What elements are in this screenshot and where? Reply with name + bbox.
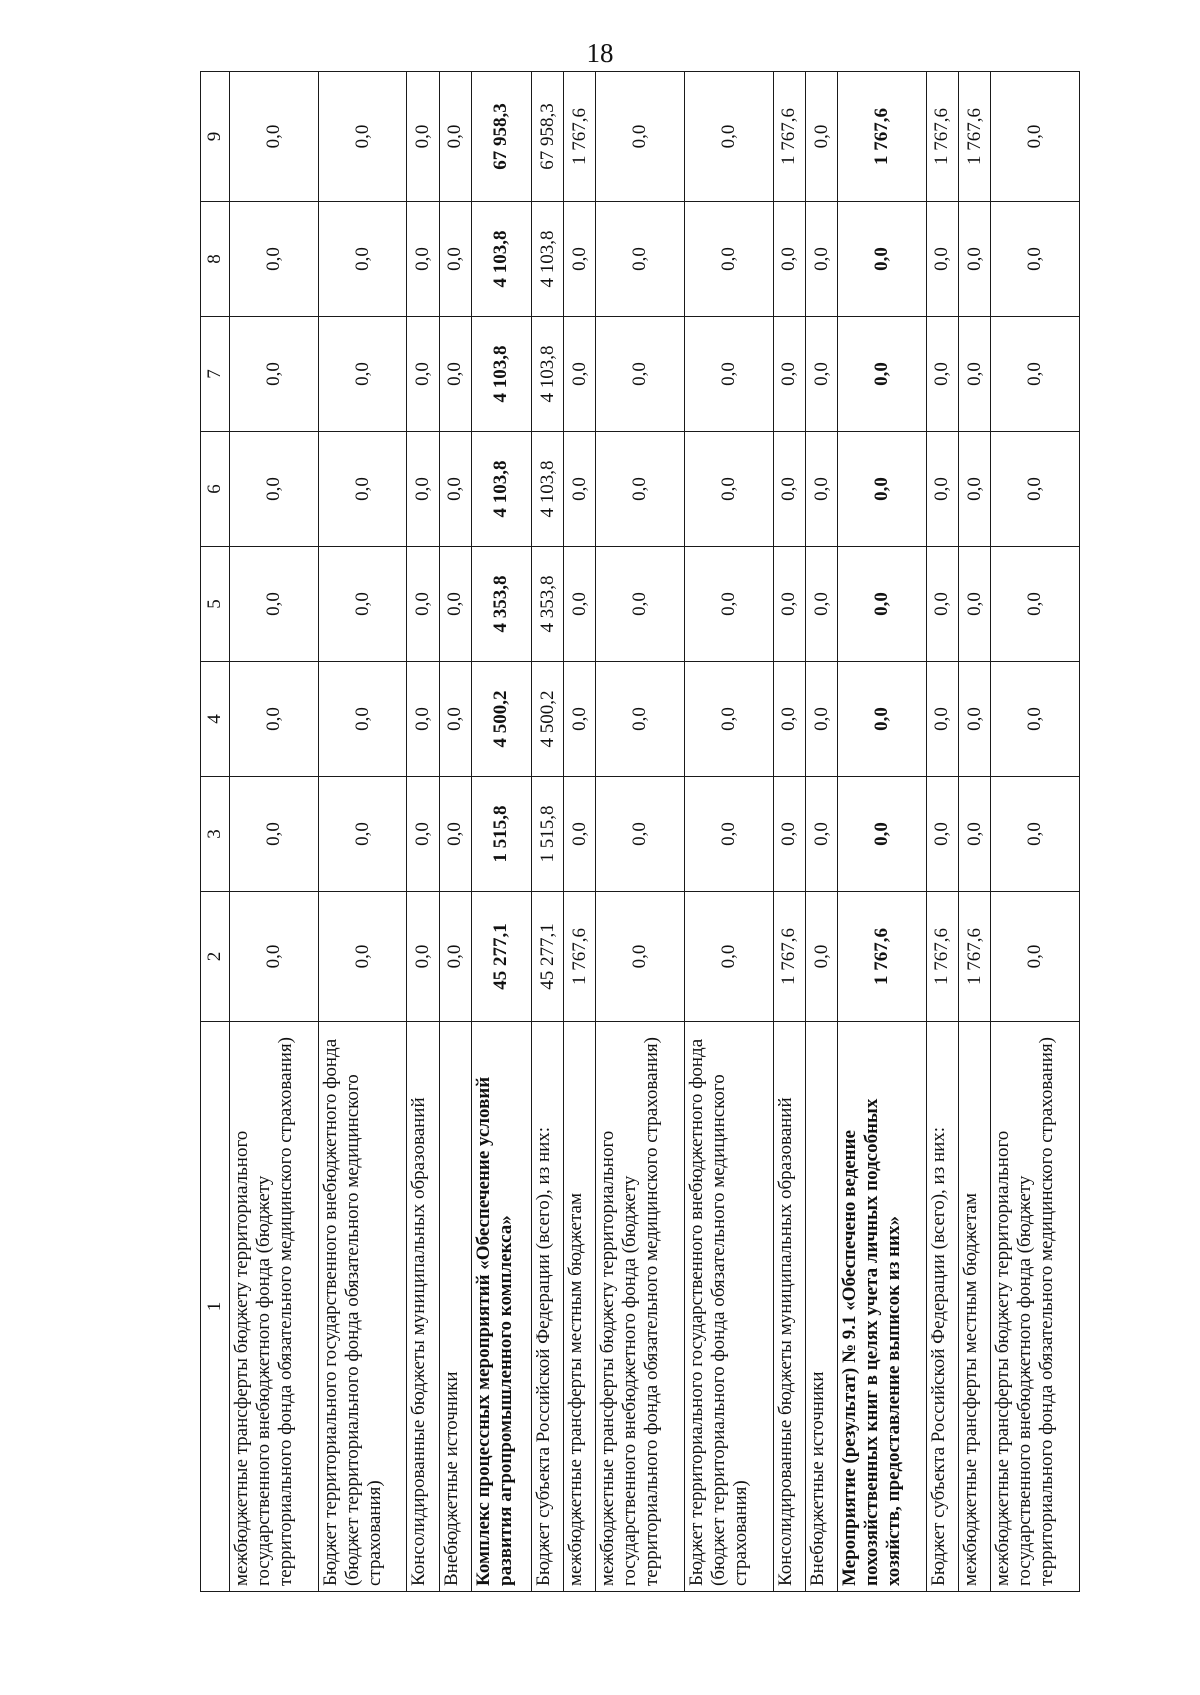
row-value: 0,0 (318, 432, 407, 547)
row-value: 0,0 (596, 662, 685, 777)
column-header: 4 (201, 662, 230, 777)
row-value: 0,0 (806, 432, 838, 547)
row-value: 0,0 (439, 892, 471, 1022)
row-value: 0,0 (407, 547, 439, 662)
row-value: 4 103,8 (532, 202, 564, 317)
row-value: 4 103,8 (471, 432, 531, 547)
column-header: 3 (201, 777, 230, 892)
row-value: 0,0 (773, 662, 805, 777)
row-label: межбюджетные трансферты бюджету территориального государственного внебюджетного фонда (бюджету территориального фонда обязательного медицинского страхования) (991, 1022, 1080, 1592)
row-value: 0,0 (926, 777, 958, 892)
row-label: Мероприятие (результат) № 9.1 «Обеспечено ведение похозяйственных книг в целях учета личных подсобных хозяйств, предоставление выписок из них» (838, 1022, 927, 1592)
row-label: Внебюджетные источники (439, 1022, 471, 1592)
row-value: 0,0 (596, 432, 685, 547)
row-value: 0,0 (685, 892, 774, 1022)
column-header: 5 (201, 547, 230, 662)
row-value: 0,0 (596, 777, 685, 892)
row-value: 0,0 (838, 547, 927, 662)
column-header: 8 (201, 202, 230, 317)
row-value: 0,0 (806, 317, 838, 432)
row-value: 0,0 (230, 317, 319, 432)
row-value: 0,0 (230, 202, 319, 317)
row-value: 0,0 (959, 202, 991, 317)
row-value: 0,0 (773, 202, 805, 317)
column-header: 9 (201, 72, 230, 202)
row-value: 1 767,6 (926, 892, 958, 1022)
row-value: 0,0 (407, 662, 439, 777)
table-row (230, 72, 319, 1592)
row-label: Бюджет территориального государственного внебюджетного фонда (бюджет территориального фонда обязательного медицинского страхования) (318, 1022, 407, 1592)
row-value: 45 277,1 (532, 892, 564, 1022)
row-value: 0,0 (806, 202, 838, 317)
row-label: Внебюджетные источники (806, 1022, 838, 1592)
row-value: 0,0 (959, 662, 991, 777)
row-value: 0,0 (564, 432, 596, 547)
row-value: 4 353,8 (532, 547, 564, 662)
row-value: 1 767,6 (926, 72, 958, 202)
column-header: 1 (201, 1022, 230, 1592)
row-value: 45 277,1 (471, 892, 531, 1022)
budget-table (200, 71, 1080, 1592)
row-value: 0,0 (926, 432, 958, 547)
row-value: 1 767,6 (564, 72, 596, 202)
row-value: 0,0 (806, 547, 838, 662)
row-value: 67 958,3 (532, 72, 564, 202)
row-value: 1 767,6 (959, 892, 991, 1022)
row-value: 0,0 (991, 777, 1080, 892)
table-row (564, 72, 596, 1592)
page-number: 18 (586, 38, 614, 68)
row-value: 4 500,2 (532, 662, 564, 777)
row-value: 1 767,6 (773, 892, 805, 1022)
row-value: 0,0 (991, 547, 1080, 662)
row-value: 0,0 (773, 777, 805, 892)
row-value: 0,0 (991, 662, 1080, 777)
row-value: 0,0 (439, 547, 471, 662)
row-value: 0,0 (230, 892, 319, 1022)
row-value: 1 767,6 (838, 892, 927, 1022)
row-value: 0,0 (230, 662, 319, 777)
row-label: Консолидированные бюджеты муниципальных образований (407, 1022, 439, 1592)
row-value: 0,0 (564, 202, 596, 317)
row-value: 0,0 (439, 662, 471, 777)
row-value: 0,0 (806, 662, 838, 777)
row-value: 0,0 (407, 202, 439, 317)
row-value: 1 767,6 (838, 72, 927, 202)
row-value: 1 767,6 (564, 892, 596, 1022)
row-value: 0,0 (959, 777, 991, 892)
row-value: 0,0 (596, 202, 685, 317)
row-value: 0,0 (838, 662, 927, 777)
row-value: 0,0 (439, 777, 471, 892)
row-value: 0,0 (318, 892, 407, 1022)
row-value: 0,0 (439, 72, 471, 202)
row-value: 4 103,8 (532, 317, 564, 432)
table-row (991, 72, 1080, 1592)
table-row (806, 72, 838, 1592)
row-label: межбюджетные трансферты местным бюджетам (959, 1022, 991, 1592)
column-header: 2 (201, 892, 230, 1022)
row-value: 0,0 (596, 72, 685, 202)
row-value: 0,0 (564, 317, 596, 432)
row-label: Бюджет территориального государственного внебюджетного фонда (бюджет территориального фонда обязательного медицинского страхования) (685, 1022, 774, 1592)
row-value: 0,0 (685, 317, 774, 432)
row-value: 4 103,8 (471, 202, 531, 317)
table-row (773, 72, 805, 1592)
row-value: 0,0 (407, 892, 439, 1022)
row-value: 0,0 (838, 432, 927, 547)
row-value: 0,0 (991, 432, 1080, 547)
row-value: 0,0 (596, 892, 685, 1022)
row-value: 0,0 (564, 662, 596, 777)
row-label: межбюджетные трансферты бюджету территориального государственного внебюджетного фонда (бюджету территориального фонда обязательного медицинского страхования) (596, 1022, 685, 1592)
row-value: 0,0 (596, 317, 685, 432)
column-header: 6 (201, 432, 230, 547)
row-value: 0,0 (838, 317, 927, 432)
row-value: 0,0 (991, 202, 1080, 317)
row-value: 67 958,3 (471, 72, 531, 202)
row-value: 0,0 (773, 432, 805, 547)
table-row (685, 72, 774, 1592)
table-header-row (201, 72, 230, 1592)
row-value: 0,0 (318, 202, 407, 317)
row-value: 1 767,6 (773, 72, 805, 202)
row-value: 0,0 (959, 432, 991, 547)
column-header: 7 (201, 317, 230, 432)
row-value: 0,0 (439, 202, 471, 317)
row-value: 0,0 (806, 892, 838, 1022)
row-value: 0,0 (959, 547, 991, 662)
row-value: 0,0 (685, 547, 774, 662)
table-row (439, 72, 471, 1592)
row-value: 0,0 (318, 72, 407, 202)
row-value: 0,0 (991, 892, 1080, 1022)
row-value: 0,0 (991, 317, 1080, 432)
row-value: 0,0 (685, 662, 774, 777)
row-value: 0,0 (773, 547, 805, 662)
row-value: 4 353,8 (471, 547, 531, 662)
table-body (230, 72, 1080, 1592)
row-value: 0,0 (685, 202, 774, 317)
row-value: 0,0 (318, 547, 407, 662)
row-value: 0,0 (230, 72, 319, 202)
row-value: 4 103,8 (471, 317, 531, 432)
row-value: 0,0 (959, 317, 991, 432)
row-value: 0,0 (407, 72, 439, 202)
row-value: 1 767,6 (959, 72, 991, 202)
row-value: 0,0 (838, 202, 927, 317)
row-value: 1 515,8 (532, 777, 564, 892)
row-value: 0,0 (564, 547, 596, 662)
row-value: 0,0 (318, 777, 407, 892)
table-row (596, 72, 685, 1592)
row-value: 0,0 (230, 547, 319, 662)
row-value: 0,0 (230, 777, 319, 892)
row-value: 0,0 (318, 317, 407, 432)
row-value: 0,0 (685, 777, 774, 892)
row-label: Бюджет субъекта Российской Федерации (всего), из них: (532, 1022, 564, 1592)
row-value: 0,0 (407, 317, 439, 432)
row-value: 0,0 (407, 432, 439, 547)
row-value: 0,0 (230, 432, 319, 547)
row-value: 0,0 (439, 317, 471, 432)
row-value: 4 103,8 (532, 432, 564, 547)
table-row (471, 72, 531, 1592)
row-value: 0,0 (838, 777, 927, 892)
row-label: межбюджетные трансферты бюджету территориального государственного внебюджетного фонда (бюджету территориального фонда обязательного медицинского страхования) (230, 1022, 319, 1592)
row-value: 0,0 (926, 547, 958, 662)
row-value: 0,0 (926, 317, 958, 432)
row-value: 0,0 (685, 432, 774, 547)
row-label: Консолидированные бюджеты муниципальных образований (773, 1022, 805, 1592)
table-row (532, 72, 564, 1592)
table-row (838, 72, 927, 1592)
budget-table-rotated (200, 72, 1080, 1592)
row-value: 0,0 (685, 72, 774, 202)
row-value: 0,0 (806, 777, 838, 892)
row-label: Бюджет субъекта Российской Федерации (всего), из них: (926, 1022, 958, 1592)
table-row (959, 72, 991, 1592)
row-value: 0,0 (926, 202, 958, 317)
table-row (318, 72, 407, 1592)
row-value: 0,0 (596, 547, 685, 662)
table-row (926, 72, 958, 1592)
row-value: 4 500,2 (471, 662, 531, 777)
row-value: 0,0 (407, 777, 439, 892)
row-value: 1 515,8 (471, 777, 531, 892)
row-value: 0,0 (773, 317, 805, 432)
row-value: 0,0 (564, 777, 596, 892)
row-value: 0,0 (806, 72, 838, 202)
row-value: 0,0 (926, 662, 958, 777)
table-row (407, 72, 439, 1592)
row-label: межбюджетные трансферты местным бюджетам (564, 1022, 596, 1592)
row-value: 0,0 (318, 662, 407, 777)
row-value: 0,0 (991, 72, 1080, 202)
row-value: 0,0 (439, 432, 471, 547)
row-label: Комплекс процессных мероприятий «Обеспечение условий развития агропромышленного комплекса» (471, 1022, 531, 1592)
